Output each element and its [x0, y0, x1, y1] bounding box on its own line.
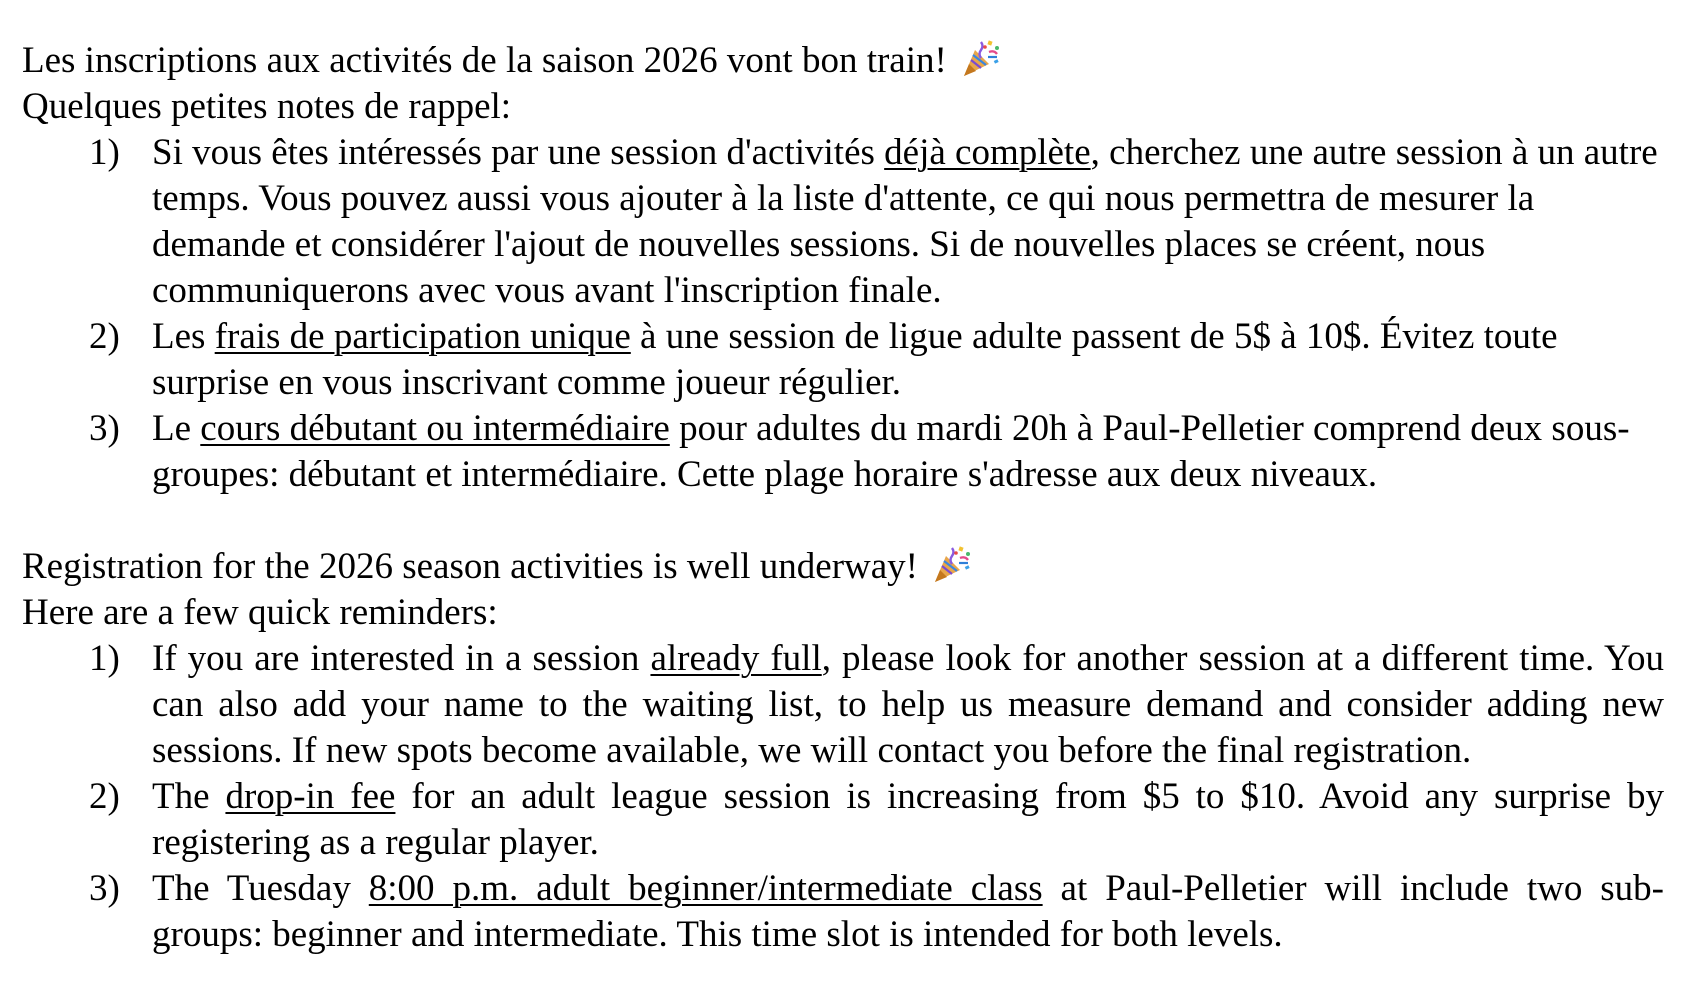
french-section: [22, 38, 1664, 498]
list-item-text-start: The: [152, 776, 226, 817]
french-reminder-list: [22, 130, 1664, 498]
list-item-number: 3): [89, 408, 120, 449]
list-item-text-start: Le: [152, 408, 201, 449]
list-item: [22, 406, 1664, 498]
underlined-term: drop-in fee: [225, 776, 396, 817]
list-item-text: [152, 406, 1664, 498]
underlined-term: 8:00 p.m. adult beginner/intermediate class: [368, 868, 1043, 909]
list-item-number: 3): [89, 868, 120, 909]
list-item-number: 2): [89, 316, 120, 357]
underlined-term: frais de participation unique: [214, 316, 631, 357]
english-intro-text: Registration for the 2026 season activities is well underway!: [22, 546, 919, 587]
french-reminder-heading: Quelques petites notes de rappel:: [22, 86, 512, 127]
list-item-text: [152, 130, 1664, 314]
party-popper-icon: [932, 544, 972, 584]
list-item-text: [152, 866, 1664, 958]
list-item: [22, 774, 1664, 866]
underlined-term: cours débutant ou intermédiaire: [200, 408, 670, 449]
list-item-number: 1): [89, 638, 120, 679]
list-item-text: [152, 774, 1664, 866]
list-item-number: 1): [89, 132, 120, 173]
list-item-text: [152, 636, 1664, 774]
list-item-text-end: for an adult league session is increasing from $5 to $10. Avoid any surprise by registering as a regular player.: [152, 776, 1664, 863]
list-item-text-start: If you are interested in a session: [152, 638, 651, 679]
list-item-text-start: Si vous êtes intéressés par une session d'activités: [152, 132, 885, 173]
list-item: [22, 314, 1664, 406]
list-item-text-end: , cherchez une autre session à un autre temps. Vous pouvez aussi vous ajouter à la liste d'attente, ce qui nous permettra de mesurer la demande et considérer l'ajout de nouvelles sessions. Si de nouvelles places se créent, nous communiquerons avec vous avant l'inscription finale.: [152, 132, 1658, 311]
list-item-number: 2): [89, 776, 120, 817]
list-item-text-start: The Tuesday: [152, 868, 369, 909]
english-reminder-list: [22, 636, 1664, 958]
underlined-term: déjà complète: [884, 132, 1091, 173]
list-item-text-end: at Paul-Pelletier will include two sub-groups: beginner and intermediate. This time slot is intended for both levels.: [152, 868, 1664, 955]
list-item: [22, 866, 1664, 958]
list-item-text-end: pour adultes du mardi 20h à Paul-Pelletier comprend deux sous-groupes: débutant et intermédiaire. Cette plage horaire s'adresse aux deux niveaux.: [152, 408, 1630, 495]
list-item-text: [152, 314, 1664, 406]
list-item-text-end: à une session de ligue adulte passent de 5$ à 10$. Évitez toute surprise en vous inscrivant comme joueur régulier.: [152, 316, 1558, 403]
english-intro-line: [22, 544, 1664, 590]
underlined-term: already full: [650, 638, 822, 679]
english-reminder-heading: Here are a few quick reminders:: [22, 592, 498, 633]
announcement-document: [22, 38, 1664, 958]
party-popper-icon: [961, 38, 1001, 78]
list-item-text-start: Les: [152, 316, 215, 357]
french-intro-line: [22, 38, 1664, 84]
french-intro-text: Les inscriptions aux activités de la saison 2026 vont bon train!: [22, 40, 947, 81]
list-item: [22, 636, 1664, 774]
english-section: [22, 544, 1664, 958]
list-item: [22, 130, 1664, 314]
list-item-text-end: , please look for another session at a different time. You can also add your name to the waiting list, to help us measure demand and consider adding new sessions. If new spots become available, we will contact you before the final registration.: [152, 638, 1664, 771]
